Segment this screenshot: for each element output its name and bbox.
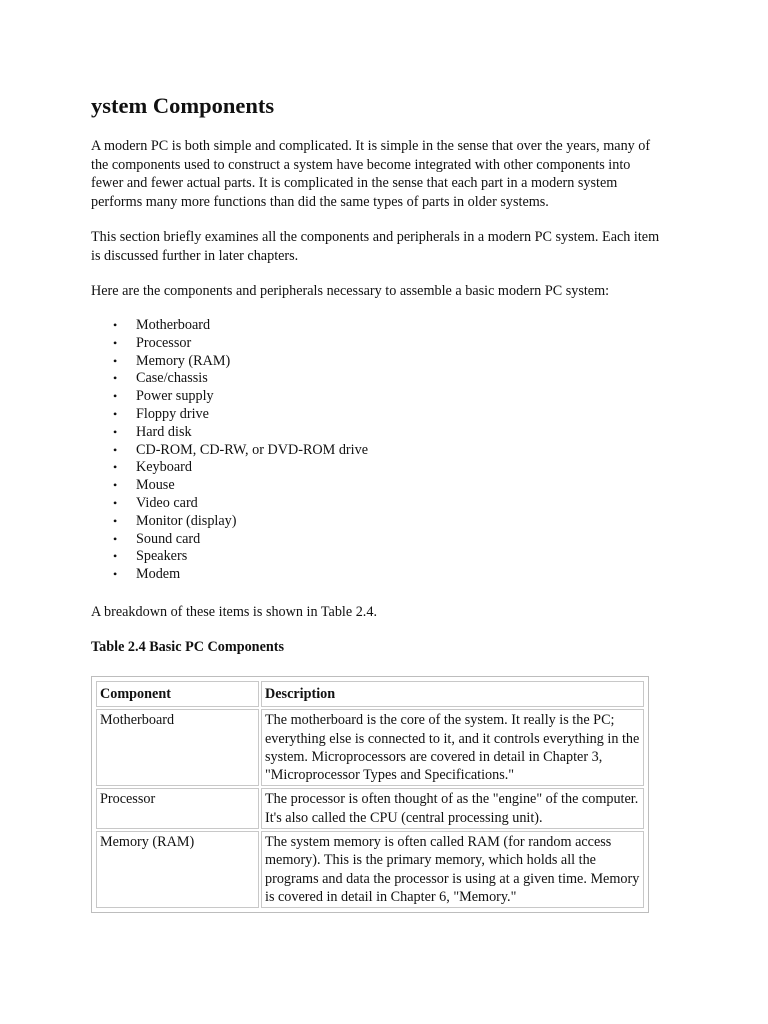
list-item xyxy=(91,566,368,584)
component-cell: Processor xyxy=(96,788,259,829)
bullet-icon: • xyxy=(113,513,118,528)
section-heading: ystem Components xyxy=(91,93,275,118)
bullet-icon: • xyxy=(113,531,118,546)
table-header-row xyxy=(96,681,644,707)
list-item xyxy=(91,513,368,531)
list-item xyxy=(91,442,368,460)
bullet-icon: • xyxy=(113,371,118,386)
list-item xyxy=(91,531,368,549)
list-item-label: Modem xyxy=(136,566,181,583)
list-item-label: Speakers xyxy=(136,548,188,565)
bullet-icon: • xyxy=(113,460,118,475)
bullet-icon: • xyxy=(113,567,118,582)
column-header-component: Component xyxy=(96,681,259,707)
list-item-label: Keyboard xyxy=(136,459,192,476)
description-cell: The motherboard is the core of the system. It really is the PC; everything else is connected to it, and it controls everything in the system. Microprocessors are covered in detail in Chapter 3, "Microprocessor Types and Specifications." xyxy=(261,709,644,786)
description-cell: The system memory is often called RAM (for random access memory). This is the primary memory, which holds all the programs and data the processor is using at a given time. Memory is covered in detail in Chapter 6, "Memory." xyxy=(261,831,644,908)
description-cell: The processor is often thought of as the "engine" of the computer. It's also called the CPU (central processing unit). xyxy=(261,788,644,829)
list-item-label: CD-ROM, CD-RW, or DVD-ROM drive xyxy=(136,441,368,458)
table-caption: Table 2.4 Basic PC Components xyxy=(91,639,284,655)
bullet-icon: • xyxy=(113,335,118,350)
list-item-label: Mouse xyxy=(136,477,175,494)
table-row xyxy=(96,709,644,786)
intro-paragraph: A modern PC is both simple and complicated. It is simple in the sense that over the years, many of the components used to construct a system have become integrated with other components into fewer and fewer actual parts. It is complicated in the sense that each part in a modern system performs many more functions than did the same types of parts in older systems. xyxy=(91,138,651,210)
list-item xyxy=(91,388,368,406)
bullet-icon: • xyxy=(113,549,118,564)
bullet-icon: • xyxy=(113,318,118,332)
bullet-icon: • xyxy=(113,353,118,368)
list-item xyxy=(91,459,368,477)
list-item-label: Monitor (display) xyxy=(136,512,237,529)
bullet-icon: • xyxy=(113,442,118,457)
list-item-label: Video card xyxy=(136,494,198,511)
list-item xyxy=(91,353,368,371)
list-item-label: Case/chassis xyxy=(136,370,208,387)
list-item xyxy=(91,548,368,566)
table-row xyxy=(96,788,644,829)
list-item-label: Processor xyxy=(136,334,192,351)
components-table xyxy=(91,676,649,913)
bullet-icon: • xyxy=(113,406,118,421)
list-item xyxy=(91,317,368,335)
list-item xyxy=(91,406,368,424)
list-item-label: Memory (RAM) xyxy=(136,352,231,369)
column-header-description: Description xyxy=(261,681,644,707)
bullet-icon: • xyxy=(113,478,118,493)
list-item-label: Hard disk xyxy=(136,423,192,440)
list-item-label: Sound card xyxy=(136,530,201,547)
component-cell: Motherboard xyxy=(96,709,259,786)
breakdown-paragraph: A breakdown of these items is shown in Table 2.4. xyxy=(91,604,377,620)
bullet-icon: • xyxy=(113,495,118,510)
components-bullet-list xyxy=(91,317,368,584)
list-item-label: Floppy drive xyxy=(136,405,209,422)
component-cell: Memory (RAM) xyxy=(96,831,259,908)
section-overview-paragraph: This section briefly examines all the components and peripherals in a modern PC system. Each item is discussed further in later chapters. xyxy=(91,229,660,264)
list-item xyxy=(91,424,368,442)
list-item xyxy=(91,370,368,388)
table-row xyxy=(96,831,644,908)
list-item xyxy=(91,495,368,513)
list-item xyxy=(91,477,368,495)
list-item-label: Power supply xyxy=(136,388,214,405)
list-item xyxy=(91,335,368,353)
list-item-label: Motherboard xyxy=(136,317,211,333)
bullet-icon: • xyxy=(113,389,118,404)
list-intro-paragraph: Here are the components and peripherals necessary to assemble a basic modern PC system: xyxy=(91,283,610,299)
bullet-icon: • xyxy=(113,424,118,439)
